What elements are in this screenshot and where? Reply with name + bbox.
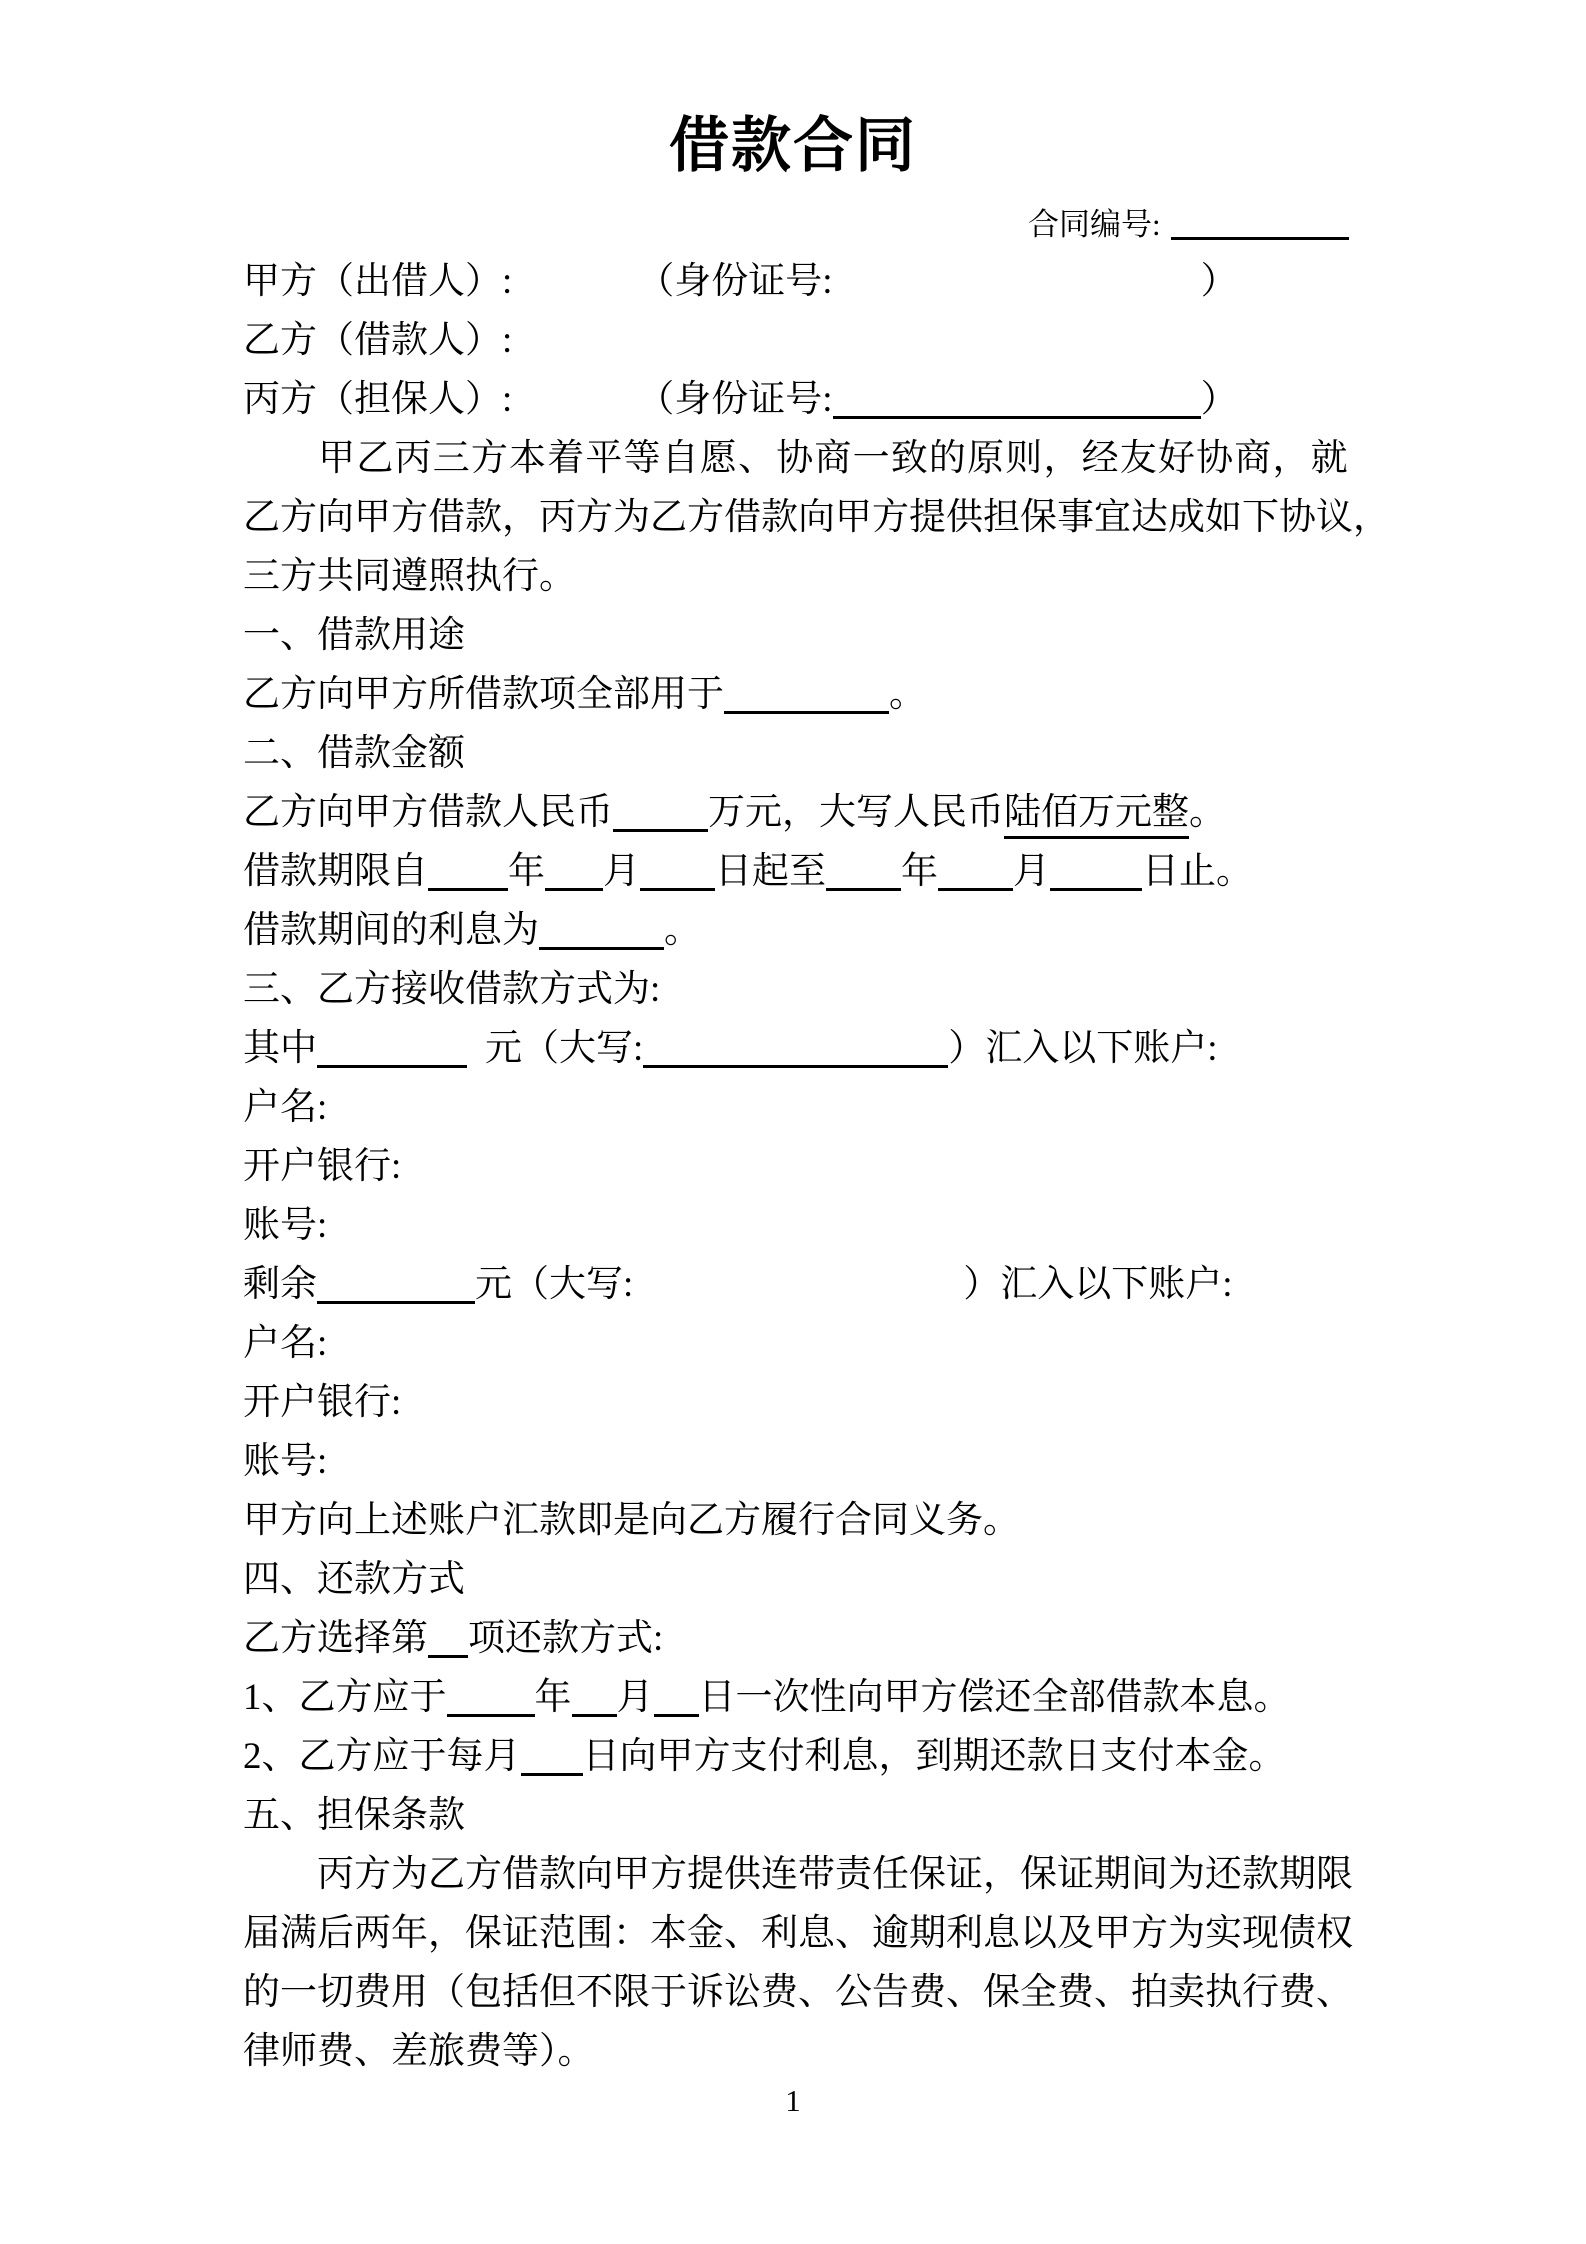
guarantee-line-2 [243,1904,1353,1963]
text-char: 向 [798,497,835,538]
text-char: 括 [502,1972,539,2013]
text-char: 乙 [243,497,280,538]
text-char: 甲 [613,1854,650,1895]
text-char: ， [1043,438,1081,479]
blank-underline [724,681,889,714]
text-char: 期 [1094,1854,1131,1895]
loan-term-line [243,842,1348,901]
bank-line-1 [243,1137,1348,1196]
text-char: （ [428,1972,465,2013]
spacer [243,1845,317,1846]
blank-underline [938,858,1013,891]
blank-underline [428,858,508,891]
text-char: 证 [946,1854,983,1895]
text-char: 卖 [1168,1972,1205,2013]
party-a-line [243,252,1348,311]
text-char: 费 [761,1972,798,2013]
text-char: 商 [814,438,852,479]
text-char: 限 [1316,1854,1353,1895]
text-char: 费 [909,1972,946,2013]
text-segment: 项还款方式: [468,1618,664,1659]
text-segment: 年 [508,851,545,892]
text-char: 债 [1279,1913,1316,1954]
text-char: 方 [354,1854,391,1895]
text-segment: 。 [664,910,701,951]
text-char: 拍 [1131,1972,1168,2013]
text-char: 带 [798,1854,835,1895]
text-char: ： [613,1913,650,1954]
text-char: 两 [354,1913,391,1954]
repayment-choice-line [243,1609,1348,1668]
text-char: 、 [946,1972,983,2013]
text-char: 着 [547,438,585,479]
text-char: 自 [661,438,699,479]
text-char: 、 [798,1972,835,2013]
text-char: 、 [738,438,776,479]
text-segment: 日起至 [715,851,826,892]
blank-underline [640,858,715,891]
text-char: 限 [613,1972,650,2013]
text-char: 协 [776,438,814,479]
text-char: 借 [428,497,465,538]
guarantee-line-4 [243,2022,1348,2081]
text-char: 利 [761,1913,798,1954]
text-char: 为 [1168,1913,1205,1954]
text-char: 乙 [650,497,687,538]
text-char: 三 [432,438,470,479]
text-segment: 日止。 [1142,851,1253,892]
blank-underline [428,1625,468,1658]
text-char: ， [502,497,539,538]
text-segment: 账号: [243,1441,328,1482]
repayment-option-2-line [243,1727,1348,1786]
account-name-line-1 [243,1078,1348,1137]
guarantee-line-3 [243,1963,1353,2022]
text-char: 保 [465,1913,502,1954]
text-segment: 年 [901,851,938,892]
blank-underline [654,1684,699,1717]
document-title: 借款合同 [669,113,917,179]
text-char: 利 [946,1913,983,1954]
text-char: 原 [967,438,1005,479]
blank-underline [545,858,603,891]
text-char: 证 [1057,1854,1094,1895]
text-char: 行 [1242,1972,1279,2013]
text-char: 费 [1057,1972,1094,2013]
text-char: 全 [1020,1972,1057,2013]
text-segment: 其中 [243,1028,317,1069]
text-char: 丙 [317,1854,354,1895]
text-segment: 二、借款金额 [243,733,465,774]
text-segment: 甲方向上述账户汇款即是向乙方履行合同义务。 [243,1500,1020,1541]
section-3-heading [243,960,1348,1019]
text-char: 方 [687,497,724,538]
text-segment: 乙方向甲方借款人民币 [243,792,613,833]
text-char: 协 [1196,438,1234,479]
text-char: 但 [539,1972,576,2013]
text-segment: 开户银行: [243,1146,402,1187]
text-char: 丙 [539,497,576,538]
text-segment: 年 [534,1677,572,1718]
text-char: 供 [724,1854,761,1895]
text-char: 现 [1242,1913,1279,1954]
text-char: 甲 [1094,1913,1131,1954]
text-segment: 日一次性向甲方偿还全部借款本息。 [698,1677,1291,1718]
text-segment: 五、担保条款 [243,1795,465,1836]
text-char: 保 [983,1972,1020,2013]
text-char: 宜 [1094,497,1131,538]
text-char: 向 [576,1854,613,1895]
text-char: 保 [909,1854,946,1895]
text-segment: 律师费、差旅费等）。 [243,2031,595,2072]
text-segment: 一、借款用途 [243,615,465,656]
blank-underline [833,386,1201,419]
text-char: 本 [650,1913,687,1954]
party-b-line [243,311,1348,370]
text-char: 议 [1316,497,1353,538]
text-char: 证 [502,1913,539,1954]
spacer [243,429,317,430]
text-char: 乙 [428,1854,465,1895]
text-segment: 借款期限自 [243,851,428,892]
blank-underline [643,1035,948,1068]
text-char: 方 [465,1854,502,1895]
text-char: 切 [317,1972,354,2013]
blank-underline [447,1684,535,1717]
text-segment: 账号: [243,1205,328,1246]
underlined-text: 陆佰万元整 [1004,792,1189,839]
text-segment: 借款期间的利息为 [243,910,539,951]
text-char: 保 [1020,1854,1057,1895]
text-segment: 甲方（出借人）: [243,261,513,302]
text-char: 达 [1131,497,1168,538]
text-segment: ）汇入以下账户: [963,1264,1233,1305]
spacer [512,410,637,411]
text-char: 款 [465,497,502,538]
text-char: ， [428,1913,465,1954]
document-body [243,252,1390,2081]
text-char: 向 [317,497,354,538]
text-char: 执 [1205,1972,1242,2013]
text-char: 就 [1310,438,1348,479]
text-char: 后 [317,1913,354,1954]
text-char: 甲 [835,497,872,538]
text-char: 本 [509,438,547,479]
text-char: 商 [1234,438,1272,479]
text-char: 公 [835,1972,872,2013]
text-segment: 乙方选择第 [243,1618,428,1659]
text-char: 等 [623,438,661,479]
text-char: 借 [502,1854,539,1895]
text-char: 于 [650,1972,687,2013]
text-char: 权 [1316,1913,1353,1954]
text-char: 供 [946,497,983,538]
text-segment: （身份证号: [637,261,833,302]
text-segment: 剩余 [243,1264,317,1305]
performance-line [243,1491,1348,1550]
text-char: 提 [687,1854,724,1895]
text-segment: 三、乙方接收借款方式为: [243,969,661,1010]
text-char: 乙 [356,438,394,479]
text-segment: 1、乙方应于 [243,1677,447,1718]
spacer [512,292,637,293]
text-char: 诉 [687,1972,724,2013]
text-char: 为 [1168,1854,1205,1895]
account-no-line-2 [243,1432,1348,1491]
preamble-line-1 [243,429,1348,488]
section-4-heading [243,1550,1348,1609]
text-char: 经 [1081,438,1119,479]
blank-underline [317,1271,475,1304]
text-char: 及 [1057,1913,1094,1954]
text-char: 间 [1131,1854,1168,1895]
preamble-line-2 [243,488,1390,547]
text-char: 如 [1205,497,1242,538]
text-char: 的 [243,1972,280,2013]
text-segment: 乙方（借款人）: [243,320,513,361]
text-char: 届 [243,1913,280,1954]
text-char: 甲 [318,438,356,479]
text-segment: 乙方向甲方所借款项全部用于 [243,674,724,715]
text-char: 以 [1020,1913,1057,1954]
text-char: ， [1272,438,1310,479]
text-segment: 日向甲方支付利息，到期还款日支付本金。 [582,1736,1286,1777]
text-char: 款 [539,1854,576,1895]
text-segment: 丙方（担保人）: [243,379,513,420]
interest-line [243,901,1348,960]
text-char: 方 [280,497,317,538]
bank-line-2 [243,1373,1348,1432]
preamble-line-3 [243,547,1348,606]
text-char: ， [983,1854,1020,1895]
text-char: 还 [1205,1854,1242,1895]
text-char: 款 [1242,1854,1279,1895]
blank-underline [539,917,664,950]
text-char: 为 [391,1854,428,1895]
text-segment: 。 [1189,792,1226,833]
text-char: 成 [1168,497,1205,538]
text-char: 方 [576,497,613,538]
blank-underline [613,799,708,832]
text-char: 、 [1094,1972,1131,2013]
text-char: 费 [1279,1972,1316,2013]
text-char: 范 [539,1913,576,1954]
text-char: 息 [798,1913,835,1954]
text-char: 好 [1157,438,1195,479]
text-char: 愿 [699,438,737,479]
text-char: 致 [890,438,928,479]
text-char: 不 [576,1972,613,2013]
text-segment: ） [1200,261,1238,302]
text-char: 告 [872,1972,909,2013]
text-char: 担 [983,497,1020,538]
text-char: 息 [983,1913,1020,1954]
text-char: 方 [470,438,508,479]
text-char: 年 [391,1913,428,1954]
text-char: 用 [391,1972,428,2013]
text-segment: 2、乙方应于每月 [243,1736,521,1777]
text-segment: ）汇入以下账户: [948,1028,1218,1069]
text-segment: 户名: [243,1087,328,1128]
text-char: 的 [928,438,966,479]
blank-underline [1050,858,1142,891]
section-5-heading [243,1786,1348,1845]
text-char: 方 [391,497,428,538]
text-char: 连 [761,1854,798,1895]
text-char: 实 [1205,1913,1242,1954]
text-char: 责 [835,1854,872,1895]
text-segment: （身份证号: [637,379,833,420]
text-segment: 月 [1013,851,1050,892]
text-char: 为 [613,497,650,538]
text-char: 借 [724,497,761,538]
text-char: 讼 [724,1972,761,2013]
blank-underline [521,1743,583,1776]
text-char: 一 [280,1972,317,2013]
text-char: 一 [852,438,890,479]
repayment-option-1-line [243,1668,1348,1727]
first-transfer-line [243,1019,1348,1078]
text-segment: 万元，大写人民币 [708,792,1004,833]
text-char: 友 [1119,438,1157,479]
contract-number-line [1028,205,1349,245]
remaining-transfer-line [243,1255,1348,1314]
text-segment: 月 [603,851,640,892]
text-char: 、 [724,1913,761,1954]
text-char: 下 [1242,497,1279,538]
text-segment: 。 [889,674,926,715]
text-segment: 四、还款方式 [243,1559,465,1600]
text-char: 协 [1279,497,1316,538]
text-char: 丙 [394,438,432,479]
text-char: 方 [650,1854,687,1895]
spacer [467,1059,485,1060]
contract-number-label: 合同编号: [1028,207,1161,242]
party-c-line [243,370,1348,429]
guarantee-line-1 [243,1845,1353,1904]
text-char: 、 [1316,1972,1353,2013]
text-char: 则 [1005,438,1043,479]
text-char: ， [1353,497,1390,538]
text-char: 事 [1057,497,1094,538]
loan-purpose-line [243,665,1348,724]
account-name-line-2 [243,1314,1348,1373]
section-1-heading [243,606,1348,665]
text-segment: 户名: [243,1323,328,1364]
text-segment: 三方共同遵照执行。 [243,556,576,597]
spacer [833,292,1201,293]
text-char: 提 [909,497,946,538]
loan-amount-line [243,783,1348,842]
text-char: 期 [1279,1854,1316,1895]
text-segment: 元（大写: [485,1028,644,1069]
text-segment: 月 [616,1677,654,1718]
text-segment: 元（大写: [475,1264,634,1305]
text-segment: 开户银行: [243,1382,402,1423]
text-char: 款 [761,497,798,538]
text-char: 方 [1131,1913,1168,1954]
text-char: 保 [1020,497,1057,538]
text-char: 任 [872,1854,909,1895]
text-char: 逾 [872,1913,909,1954]
text-char: 包 [465,1972,502,2013]
text-char: 、 [835,1913,872,1954]
section-2-heading [243,724,1348,783]
page-number: 1 [785,2083,801,2118]
text-char: 围 [576,1913,613,1954]
blank-underline [317,1035,467,1068]
text-char: 满 [280,1913,317,1954]
text-char: 甲 [354,497,391,538]
spacer [633,1295,963,1296]
blank-underline [826,858,901,891]
contract-number-blank [1171,236,1349,240]
account-no-line-1 [243,1196,1348,1255]
text-char: 费 [354,1972,391,2013]
blank-underline [572,1684,617,1717]
text-char: 平 [585,438,623,479]
text-char: 方 [872,497,909,538]
text-segment: ） [1200,379,1238,420]
text-char: 金 [687,1913,724,1954]
text-char: 期 [909,1913,946,1954]
